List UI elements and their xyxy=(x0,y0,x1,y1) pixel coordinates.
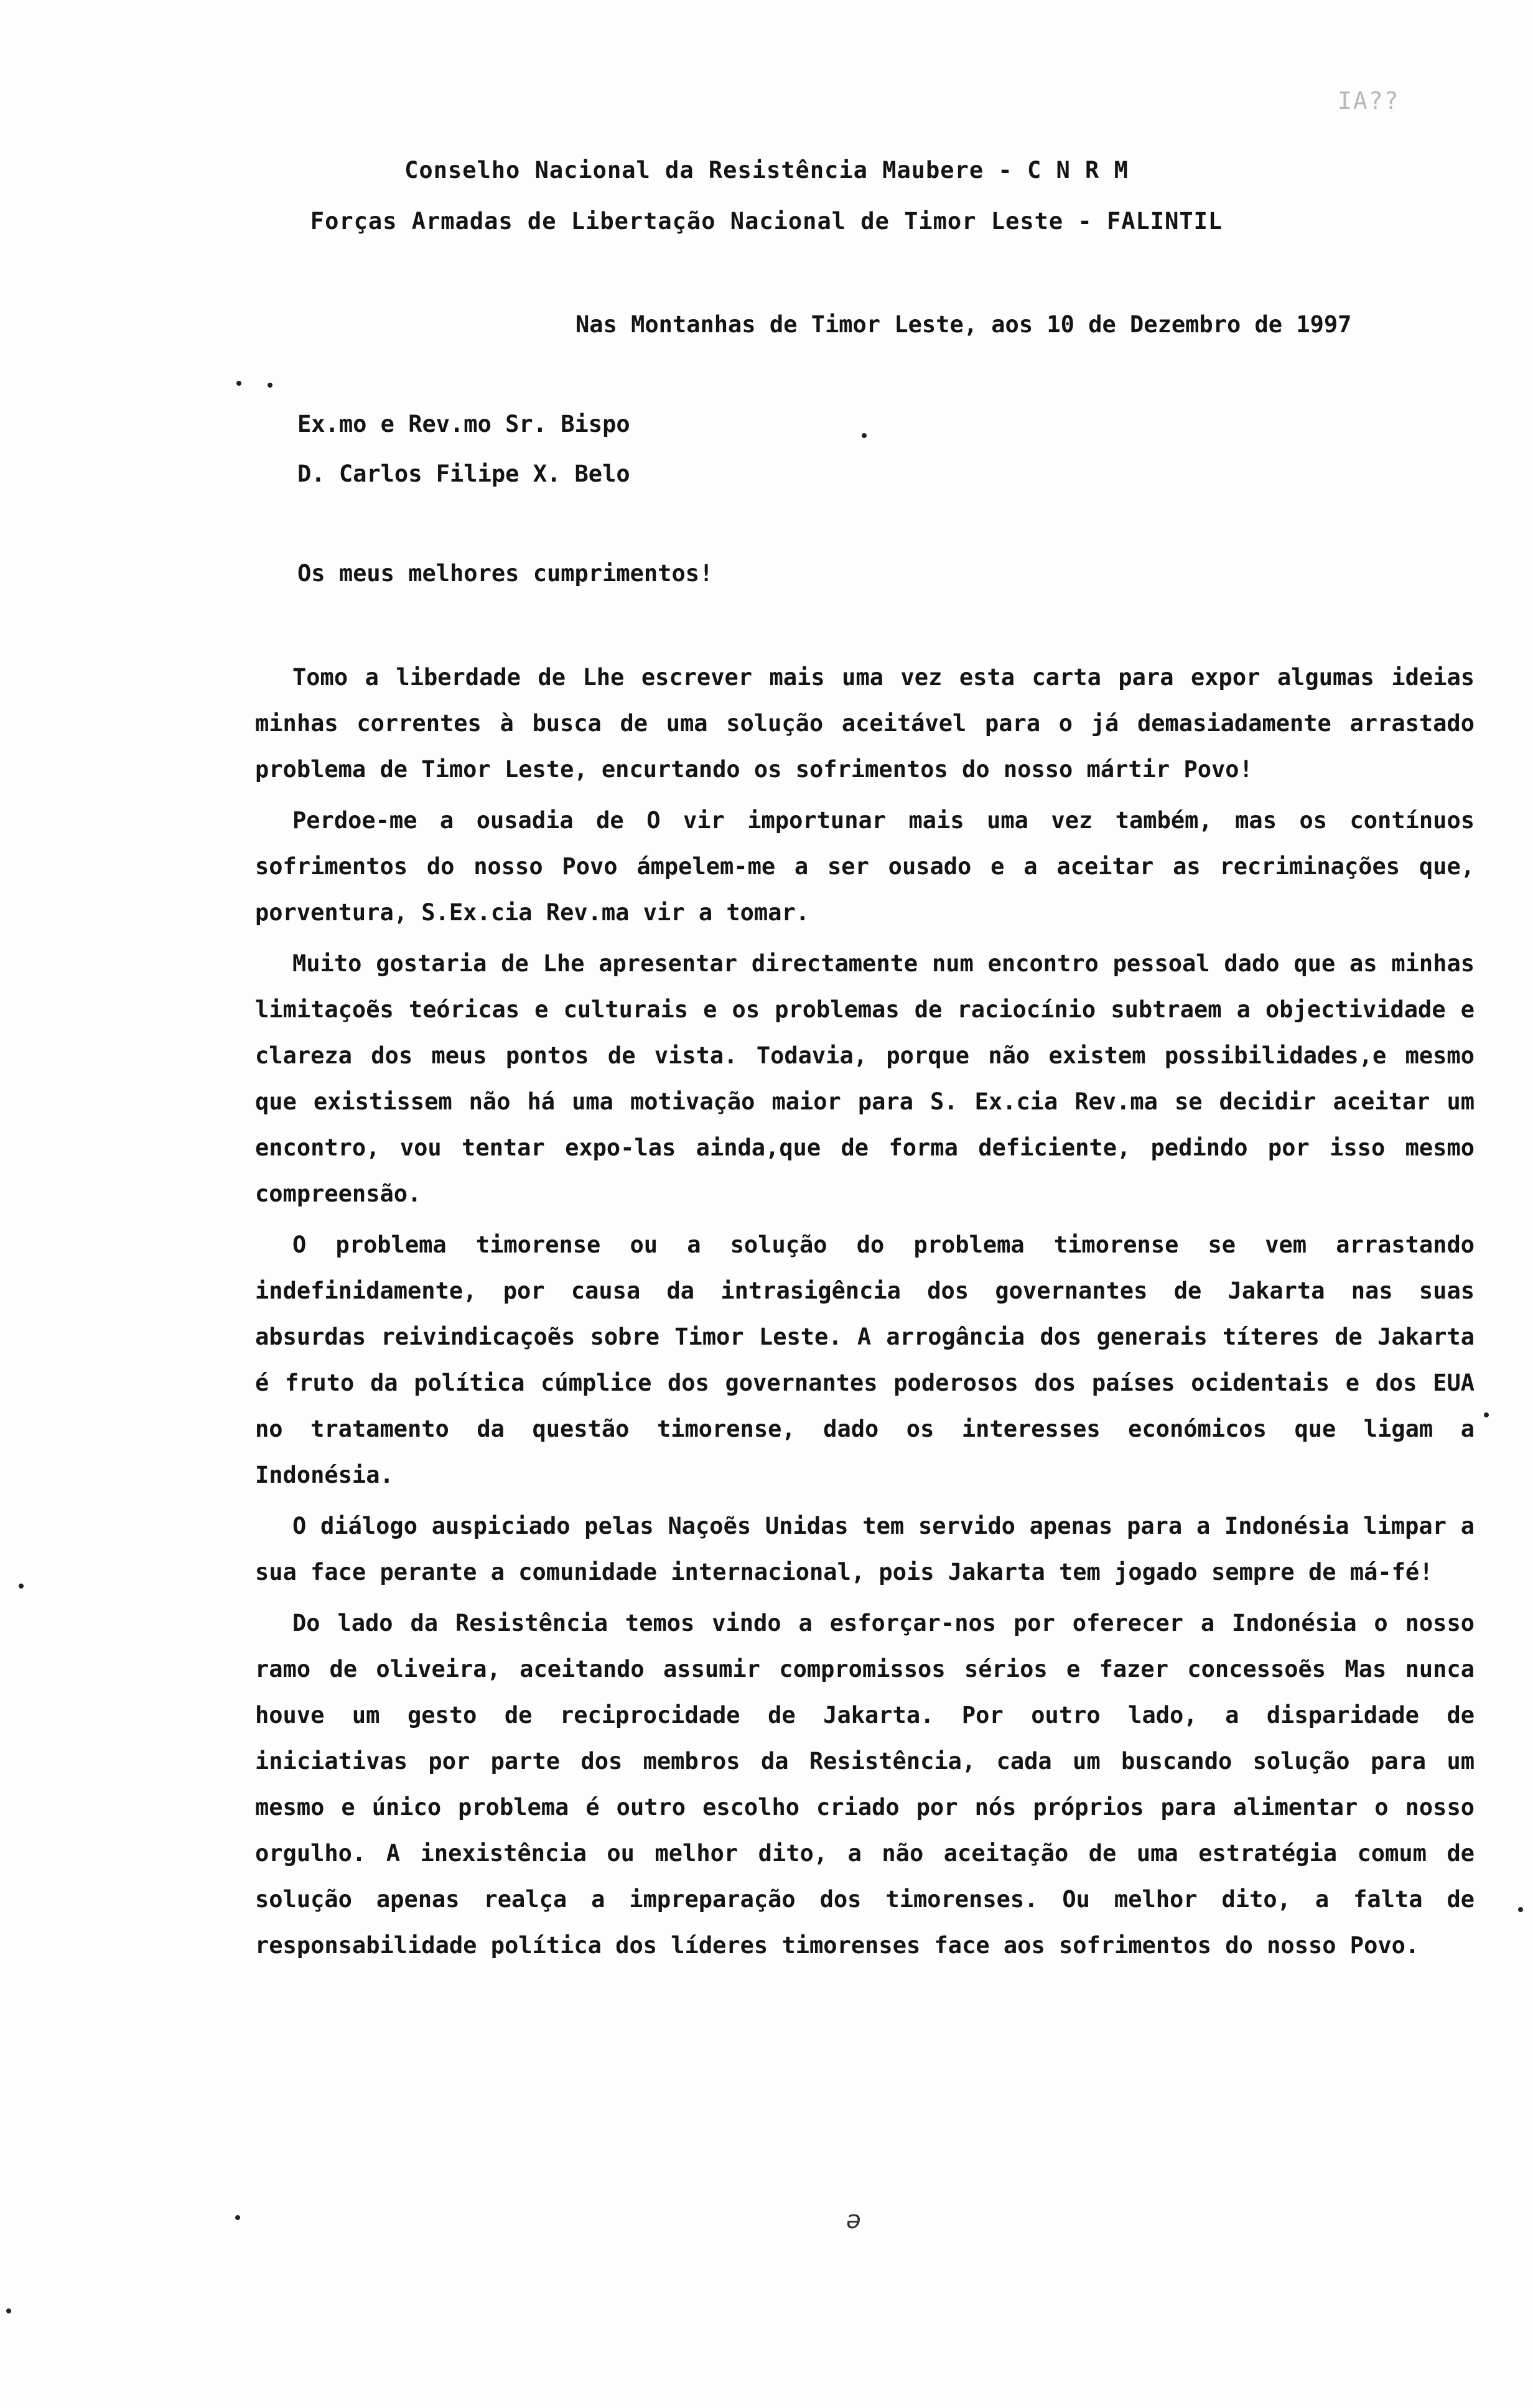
paragraph: O diálogo auspiciado pelas Naçoẽs Unidas tem servido apenas para a Indonésia limpar a sua face perante a comunidade internacional, pois Jakarta tem jogado sempre de má-fé! xyxy=(255,1513,1475,1585)
paragraph: O problema timorense ou a solução do problema timorense se vem arrastando indefinidamente, por causa da intrasigência dos governantes de Jakarta nas suas absurdas reivindicaçoẽs sobre Timor Leste. A arrogância dos generais títeres de Jakarta é fruto da política cúmplice dos governantes poderosos dos países ocidentais e dos EUA no tratamento da questão timorense, dado os interesses económicos que ligam a Indonésia. xyxy=(255,1231,1475,1488)
header-organization-cnrm: Conselho Nacional da Resistência Maubere - C N R M xyxy=(404,157,1129,184)
scan-speck xyxy=(6,2308,11,2313)
addressee-title: Ex.mo e Rev.mo Sr. Bispo xyxy=(297,411,630,437)
scan-speck xyxy=(268,383,273,388)
addressee-name: D. Carlos Filipe X. Belo xyxy=(297,460,630,487)
scan-speck xyxy=(862,433,867,438)
paragraph: Perdoe-me a ousadia de O vir importunar mais uma vez também, mas os contínuos sofrimentos do nosso Povo ámpelem-me a ser ousado e a aceitar as recriminações que, porventura, S.Ex.cia Rev.ma vir a tomar. xyxy=(255,807,1475,926)
scan-speck xyxy=(1484,1412,1489,1417)
archive-mark: IA?? xyxy=(1338,87,1400,114)
dateline: Nas Montanhas de Timor Leste, aos 10 de Dezembro de 1997 xyxy=(575,311,1352,338)
paragraph: Muito gostaria de Lhe apresentar directamente num encontro pessoal dado que as minhas limitaçoẽs teóricas e culturais e os problemas de raciocínio subtraem a objectividade e clareza dos meus pontos de vista. Todavia, porque não existem possibilidades,e mesmo que existissem não há uma motivação maior para S. Ex.cia Rev.ma se decidir aceitar um encontro, vou tentar expo-las ainda,que de forma deficiente, pedindo por isso mesmo compreensão. xyxy=(255,950,1475,1207)
paragraph: Do lado da Resistência temos vindo a esforçar-nos por oferecer a Indonésia o nosso ramo de oliveira, aceitando assumir compromissos sérios e fazer concessoẽs Mas nunca houve um gesto de reciprocidade de Jakarta. Por outro lado, a disparidade de iniciativas por parte dos membros da Resistência, cada um buscando solução para um mesmo e único problema é outro escolho criado por nós próprios para alimentar o nosso orgulho. A inexistência ou melhor dito, a não aceitação de uma estratégia comum de solução apenas realça a impreparação dos timorenses. Ou melhor dito, a falta de responsabilidade política dos líderes timorenses face aos sofrimentos do nosso Povo. xyxy=(255,1610,1475,1959)
header-organization-falintil: Forças Armadas de Libertação Nacional de Timor Leste - FALINTIL xyxy=(310,208,1223,235)
greeting: Os meus melhores cumprimentos! xyxy=(297,560,714,587)
scan-speck xyxy=(19,1584,24,1589)
paragraph: Tomo a liberdade de Lhe escrever mais uma vez esta carta para expor algumas ideias minhas correntes à busca de uma solução aceitável para o já demasiadamente arrastado problema de Timor Leste, encurtando os sofrimentos do nosso mártir Povo! xyxy=(255,664,1475,783)
page-mark: ə xyxy=(846,2206,862,2234)
scan-speck xyxy=(236,381,241,386)
scan-speck xyxy=(235,2215,240,2220)
letter-body xyxy=(255,655,1475,1974)
scan-speck xyxy=(1518,1907,1523,1912)
